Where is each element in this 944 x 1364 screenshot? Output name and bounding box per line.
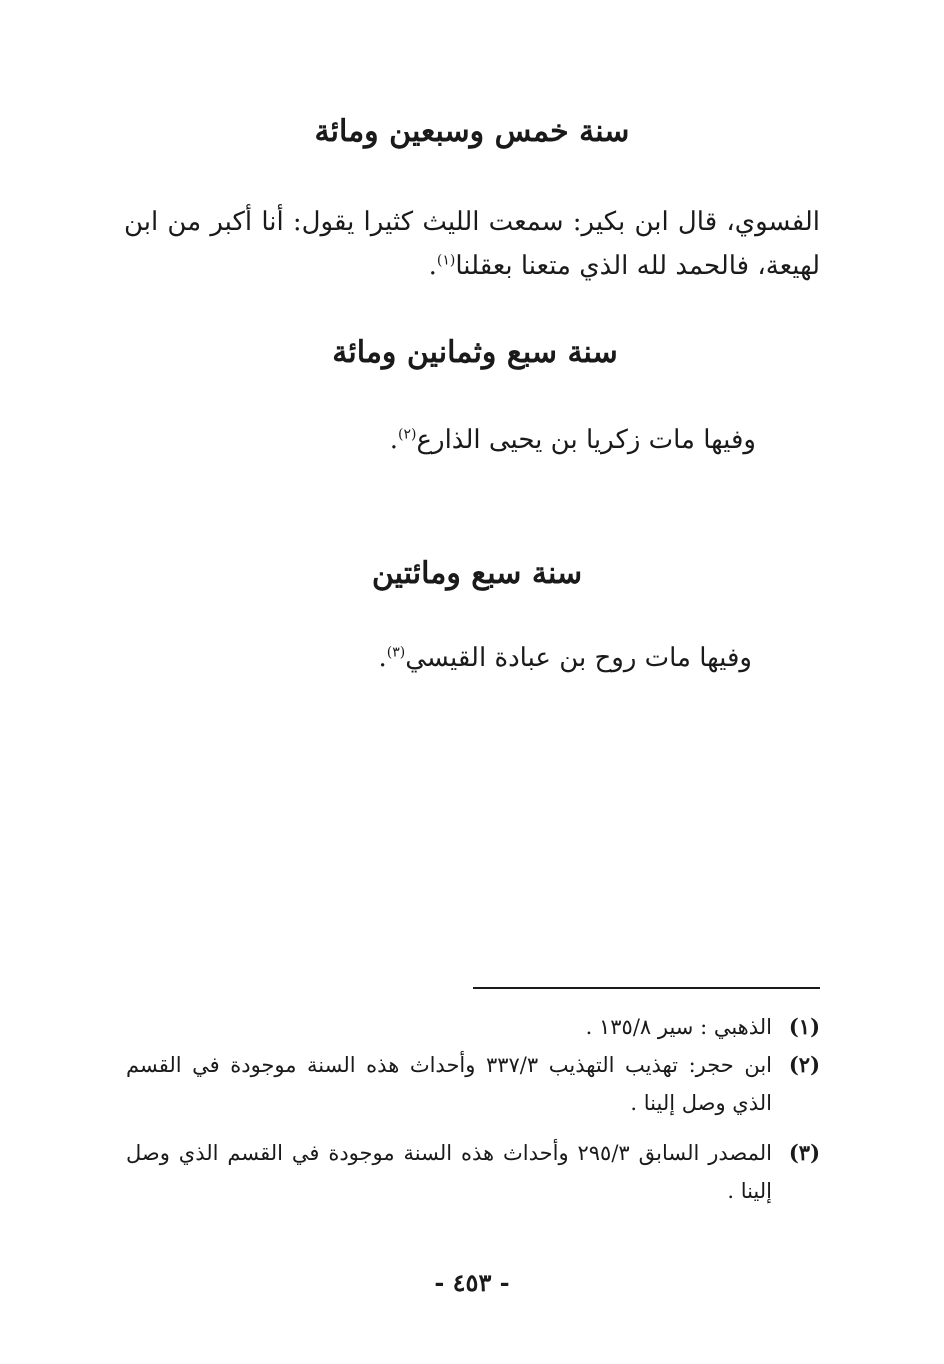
footnote-2-text: ابن حجر: تهذيب التهذيب ٣٣٧/٣ وأحداث هذه السنة موجودة في القسم الذي وصل إلينا . [126,1053,773,1115]
section-text-187 [136,418,756,462]
footnote-1-number: (١) [788,1014,820,1039]
footnote-3 [126,1134,820,1210]
section-text-187-end: . [389,425,399,455]
footnote-2 [126,1046,820,1122]
section-text-187-body: وفيها مات زكريا بن يحيى الذارع [416,425,756,455]
section-heading-187: سنة سبع وثمانين ومائة [332,335,618,370]
section-text-175-end: . [428,251,437,281]
footnote-3-number: (٣) [788,1140,820,1165]
footnote-1 [126,1008,820,1046]
footnote-1-text: الذهبي : سير ١٣٥/٨ . [585,1015,772,1039]
page-number: - ٤٥٣ - [434,1268,510,1297]
footnote-3-text: المصدر السابق ٢٩٥/٣ وأحداث هذه السنة موجودة في القسم الذي وصل إلينا . [126,1141,772,1203]
footnote-ref-2: (٢) [398,426,417,443]
section-heading-207: سنة سبع ومائتين [371,556,583,591]
section-text-207-body: وفيها مات روح بن عبادة القيسي [405,643,752,673]
footnote-2-number: (٢) [788,1052,820,1077]
footnote-ref-1: (١) [436,252,456,269]
section-text-175-body: الفسوي، قال ابن بكير: سمعت الليث كثيرا يقول: أنا أكبر من ابن لهيعة، فالحمد لله الذي متعنا بعقلنا [124,207,820,281]
section-text-207-end: . [378,643,387,673]
footnote-divider [473,987,820,989]
section-text-207 [132,636,752,680]
footnote-ref-3: (٣) [386,644,406,661]
section-heading-175: سنة خمس وسبعين ومائة [314,114,630,149]
section-text-175 [124,200,820,288]
